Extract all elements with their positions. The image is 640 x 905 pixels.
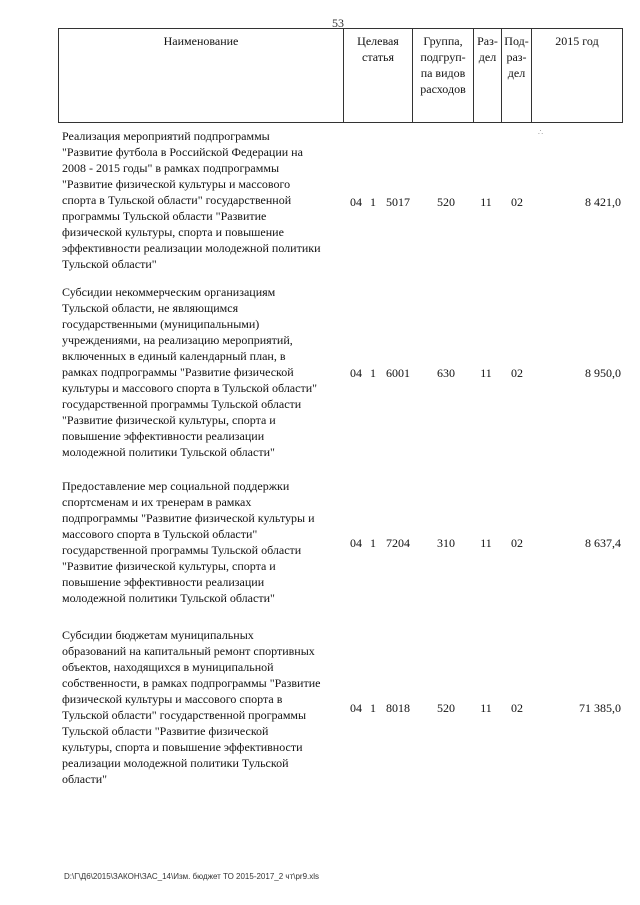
row-razdel: 11: [480, 536, 492, 550]
file-path-footer: D:\Г\Д6\2015\ЗАКОН\ЗАС_14\Изм. бюджет ТО 2015-2017_2 чт\pr9.xls: [64, 872, 320, 881]
row-podrazdel: 02: [511, 366, 523, 380]
row-razdel: 11: [480, 366, 492, 380]
scan-speck: ∴: [538, 128, 544, 137]
header-group: Группа, подгруп- па видов расходов: [413, 29, 474, 122]
row-description: Предоставление мер социальной поддержки спортсменам и их тренерам в рамках подпрограммы "Развитие физической культуры и массового спорта в Тульской области" государственной программы Тульской области "Развитие физической культуры, спорта и повышение эффективности реализации молодежной политики Тульской области": [62, 479, 315, 605]
row-code-direction: 5017: [386, 195, 410, 209]
row-code-direction: 8018: [386, 701, 410, 715]
row-code-direction: 7204: [386, 536, 410, 550]
row-amount: 71 385,0: [579, 701, 621, 715]
row-podrazdel: 02: [511, 195, 523, 209]
row-group: 520: [437, 195, 455, 209]
table-header: [58, 28, 623, 123]
row-code-subprogram: 1: [370, 701, 376, 715]
row-amount: 8 421,0: [585, 195, 621, 209]
header-year: 2015 год: [555, 34, 599, 48]
row-code-direction: 6001: [386, 366, 410, 380]
page-number: 53: [332, 16, 344, 30]
row-razdel: 11: [480, 195, 492, 209]
row-description: Субсидии некоммерческим организациям Тульской области, не являющимся государственными (муниципальными) учреждениями, на реализацию мероприятий, включенных в единый календарный план, в рамках подпрограммы "Развитие физической культуры и массового спорта в Тульской области" государственной программы Тульской области "Развитие физической культуры, спорта и повышение эффективности реализации молодежной политики Тульской области": [62, 285, 318, 459]
row-code-subprogram: 1: [370, 366, 376, 380]
header-razdel: Раз- дел: [474, 29, 502, 122]
row-description: Субсидии бюджетам муниципальных образований на капитальный ремонт спортивных объектов, находящихся в муниципальной собственности, в рамках подпрограммы "Развитие физической культуры и массового спорта в Тульской области" государственной программы Тульской области "Развитие физической культуры, спорта и повышение эффективности реализации молодежной политики Тульской области": [62, 628, 321, 786]
row-code-subprogram: 1: [370, 536, 376, 550]
row-amount: 8 950,0: [585, 366, 621, 380]
row-group: 520: [437, 701, 455, 715]
row-podrazdel: 02: [511, 536, 523, 550]
row-code-program: 04: [350, 195, 362, 209]
header-podrazdel: Под- раз- дел: [502, 29, 532, 122]
row-group: 630: [437, 366, 455, 380]
row-group: 310: [437, 536, 455, 550]
row-code-program: 04: [350, 536, 362, 550]
header-target: Целевая статья: [344, 29, 413, 122]
row-code-subprogram: 1: [370, 195, 376, 209]
row-podrazdel: 02: [511, 701, 523, 715]
row-razdel: 11: [480, 701, 492, 715]
header-name: Наименование: [59, 29, 344, 122]
row-description: Реализация мероприятий подпрограммы "Развитие футбола в Российской Федерации на 2008 - 2015 годы" в рамках подпрограммы "Развитие физической культуры и массового спорта в Тульской области" государственной программы Тульской области "Развитие физической культуры, спорта и повышение эффективности реализации молодежной политики Тульской области": [62, 129, 321, 271]
row-code-program: 04: [350, 701, 362, 715]
row-amount: 8 637,4: [585, 536, 621, 550]
row-code-program: 04: [350, 366, 362, 380]
